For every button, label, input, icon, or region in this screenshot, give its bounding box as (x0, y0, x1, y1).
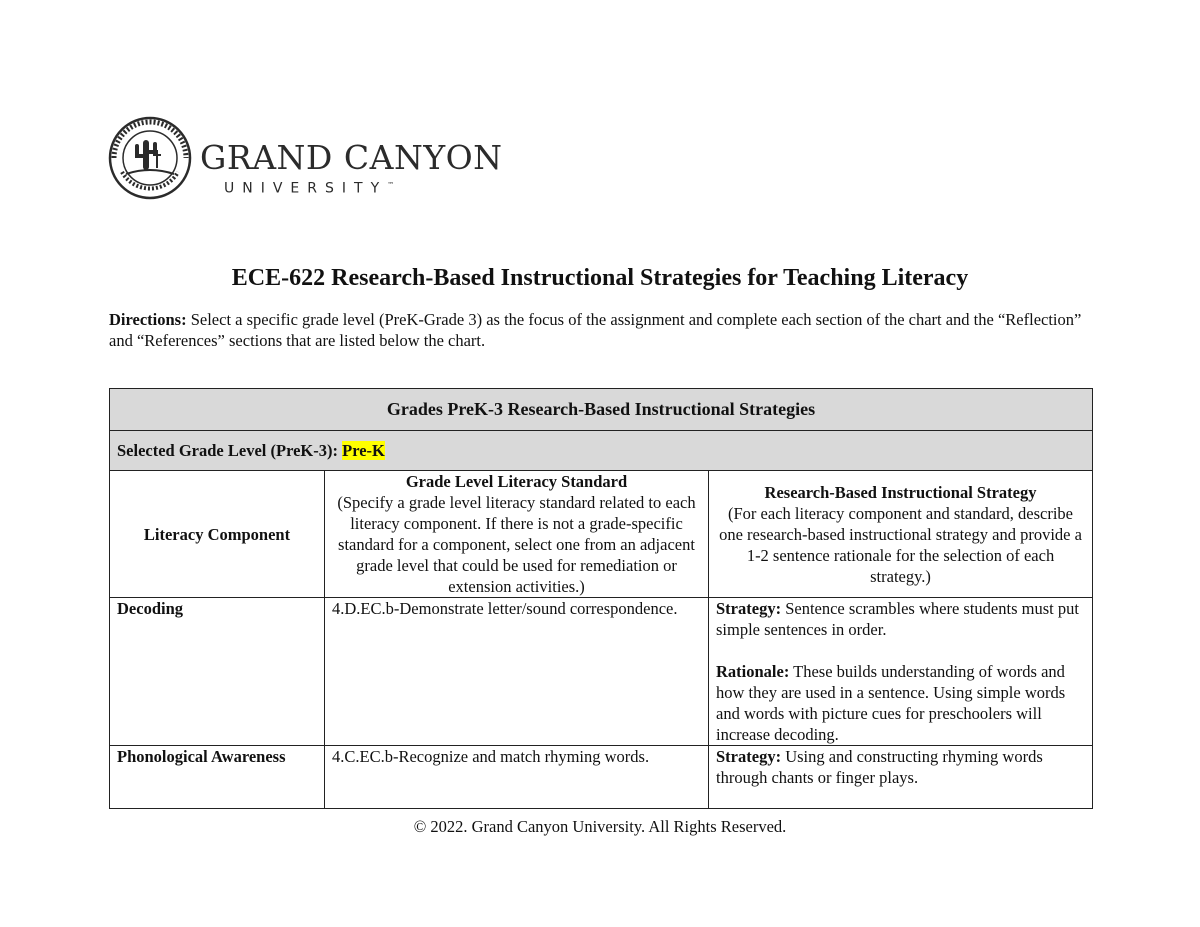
standard-header-title: Grade Level Literacy Standard (405, 472, 628, 491)
table-row (110, 746, 1093, 809)
rationale-text: These builds understanding of words and how they are used in a sentence. Using simple words and words with picture cues for preschoolers will increase decoding. (716, 662, 1066, 744)
strategy-header-title: Research-Based Instructional Strategy (764, 482, 1037, 502)
grade-level-value: Pre-K (342, 441, 385, 460)
component-cell: Decoding (110, 598, 325, 746)
trademark-symbol: ™ (387, 181, 395, 189)
column-header-row (110, 471, 1093, 598)
strategy-cell (709, 598, 1093, 746)
standard-cell: 4.D.EC.b-Demonstrate letter/sound correspondence. (325, 598, 709, 746)
directions-paragraph (109, 309, 1099, 351)
table-row (110, 598, 1093, 746)
strategy-header-note: (For each literacy component and standard, describe one research-based instructional strategy and provide a 1-2 sentence rationale for the selection of each strategy.) (719, 503, 1082, 586)
header-literacy-component: Literacy Component (110, 471, 325, 598)
copyright-footer: © 2022. Grand Canyon University. All Rights Reserved. (413, 817, 787, 836)
component-cell: Phonological Awareness (110, 746, 325, 809)
university-subname: UNIVERSITY (224, 180, 388, 197)
directions-label: Directions: (109, 310, 187, 329)
grade-level-row (110, 431, 1093, 471)
gcu-logo (108, 116, 503, 202)
rationale-label: Rationale: (716, 662, 790, 681)
university-seal-icon (108, 116, 192, 200)
strategy-text: Sentence scrambles where students must put simple sentences in order. (716, 599, 1079, 639)
directions-text: Select a specific grade level (PreK-Grade 3) as the focus of the assignment and complete each section of the chart and the “Reflection” and “References” sections that are listed below the chart. (109, 310, 1082, 350)
university-name: GRAND CANYON (200, 138, 503, 177)
table-banner-row (110, 389, 1093, 431)
header-literacy-standard (325, 471, 709, 598)
university-wordmark (200, 140, 503, 198)
header-instructional-strategy (709, 471, 1093, 598)
strategy-label: Strategy: (716, 747, 782, 766)
grade-level-label: Selected Grade Level (PreK-3): (117, 441, 343, 460)
grade-level-cell (110, 431, 1093, 471)
standard-header-note: (Specify a grade level literacy standard related to each literacy component. If there is not a grade-specific standard for a component, select one from an adjacent grade level that could be used for remediation or extension activities.) (337, 493, 696, 596)
standard-cell: 4.C.EC.b-Recognize and match rhyming words. (325, 746, 709, 809)
strategy-label: Strategy: (716, 599, 782, 618)
strategies-table (109, 388, 1093, 809)
page-title: ECE-622 Research-Based Instructional Strategies for Teaching Literacy (231, 265, 969, 291)
strategy-text: Using and constructing rhyming words through chants or finger plays. (716, 747, 1043, 787)
strategy-cell (709, 746, 1093, 809)
table-banner: Grades PreK-3 Research-Based Instructional Strategies (110, 389, 1093, 431)
